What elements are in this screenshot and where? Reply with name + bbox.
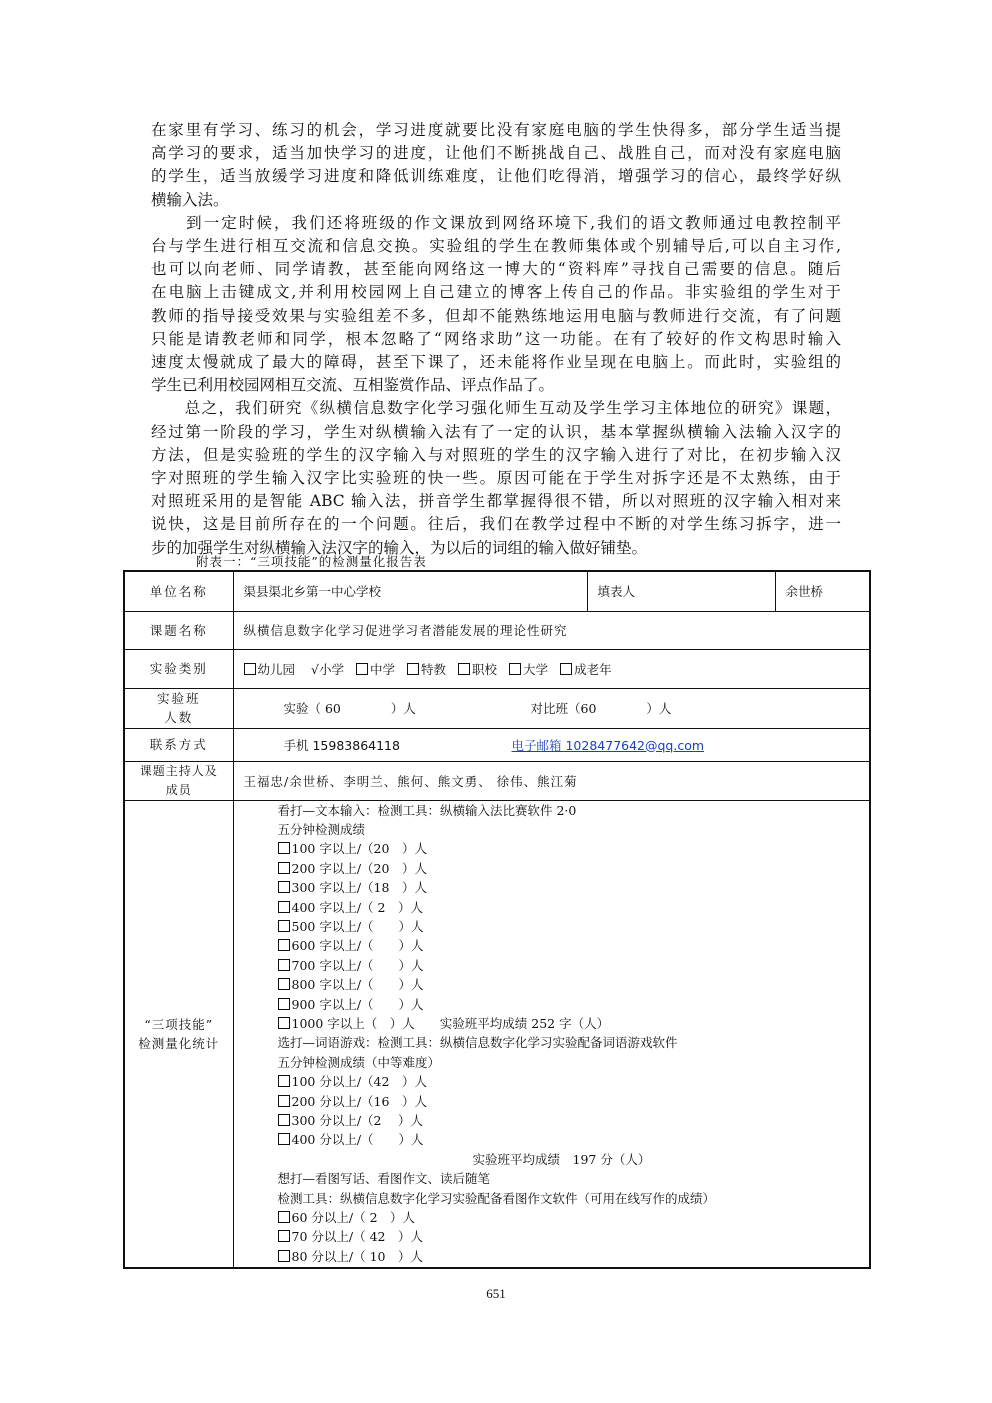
phone: 手机 15983864118	[283, 737, 400, 753]
members-label	[124, 761, 233, 800]
filler-value: 余世桥	[775, 571, 870, 611]
stats-line-text: 300 分以上/（2 ）人	[291, 1113, 423, 1128]
stats-line-text: 200 分以上/（16 ）人	[291, 1093, 427, 1109]
category-label: 幼儿园	[257, 661, 296, 677]
category-options	[233, 649, 870, 688]
category-option	[509, 662, 548, 677]
stats-line	[278, 1014, 860, 1033]
checkbox-icon	[278, 1211, 290, 1223]
checkbox-icon	[278, 1230, 290, 1242]
stats-line	[278, 801, 860, 820]
checkbox-icon	[278, 862, 290, 874]
stats-line-text: 选打—词语游戏：检测工具：纵横信息数字化学习实验配备词语游戏软件	[277, 1035, 678, 1051]
stats-line-text: 五分钟检测成绩（中等难度）	[277, 1054, 441, 1070]
stats-line-text: 900 字以上/（ ）人	[291, 996, 424, 1012]
class-size-label-line2: 人数	[164, 710, 194, 725]
stats-line-text: 60 分以上/（ 2 ）人	[291, 1210, 416, 1226]
stats-line	[278, 859, 860, 878]
unit-value: 渠县渠北乡第一中心学校	[233, 571, 587, 611]
stats-line	[278, 1092, 860, 1111]
filler-label: 填表人	[587, 571, 775, 611]
paragraph-line: 横输入法。	[151, 190, 229, 209]
experiment-count: 实验（ 60 ）人	[283, 701, 416, 716]
checkbox-icon	[278, 901, 290, 913]
stats-line-text: 检测工具：纵横信息数字化学习实验配备看图作文软件（可用在线写作的成绩）	[277, 1190, 716, 1206]
topic-label: 课题名称	[124, 611, 233, 649]
paragraph	[151, 119, 841, 212]
class-size-values	[233, 688, 870, 728]
checkbox-icon	[560, 663, 572, 675]
category-option	[307, 662, 344, 677]
paragraph-line: 教师的指导接受效果与实验组差不多，但却不能熟练地运用电脑与教师进行交流，有了问题	[151, 306, 841, 325]
stats-line-text: 想打—看图写话、看图作文、读后随笔	[277, 1171, 491, 1187]
paragraph-line: 在家里有学习、练习的机会，学习进度就要比没有家庭电脑的学生快得多，部分学生适当提	[151, 121, 841, 139]
members-label-line1: 课题主持人及	[139, 763, 218, 778]
paragraph-line: 高学习的要求，适当加快学习的进度，让他们不断挑战自己、战胜自己，而对没有家庭电脑	[151, 144, 841, 163]
category-option	[244, 662, 296, 677]
members-value: 王福忠/余世桥、李明兰、熊何、熊文勇、 徐伟、熊江菊	[233, 761, 870, 800]
paragraph-line: 对照班采用的是智能 ABC 输入法，拼音学生都掌握得很不错，所以对照班的汉字输入相对来	[151, 492, 841, 511]
paragraph-line: 也可以向老师、同学请教，甚至能向网络这一博大的“资料库”寻找自己需要的信息。随后	[151, 260, 841, 279]
stats-line-text: 1000 字以上（ ）人 实验班平均成绩 252 字（人）	[291, 1015, 610, 1031]
checkbox-icon	[278, 1133, 290, 1145]
stats-line	[278, 1033, 860, 1052]
paragraph-line: 学生已利用校园网相互交流、互相鉴赏作品、评点作品了。	[151, 376, 555, 395]
checkbox-icon	[244, 663, 256, 675]
control-count: 对比班（60 ）人	[530, 701, 672, 716]
stats-line-text: 200 字以上/（20 ）人	[291, 860, 427, 876]
category-label: 职校	[472, 661, 498, 677]
row-topic	[124, 611, 870, 649]
checkbox-icon	[278, 1095, 290, 1107]
paragraph-line: 字对照班的学生输入汉字比实验班的快一些。原因可能在于学生对拆字还是不太熟练，由于	[151, 469, 841, 487]
checkbox-icon	[509, 663, 521, 675]
row-category	[124, 649, 870, 688]
email-link[interactable]: 电子邮箱 1028477642@qq.com	[511, 737, 705, 753]
checkbox-icon	[278, 939, 290, 951]
class-size-label	[124, 688, 233, 728]
stats-line-text: 700 字以上/（ ）人	[291, 957, 424, 973]
members-label-line2: 成员	[165, 782, 192, 797]
paragraph-line: 速度太慢就成了最大的障碍，甚至下课了，还未能将作业呈现在电脑上。而此时，实验组的	[151, 353, 841, 372]
stats-line	[278, 1189, 860, 1208]
stats-line	[278, 839, 860, 858]
stats-line-text: 500 字以上/（ ）人	[291, 918, 424, 934]
checkbox-icon	[278, 1075, 290, 1087]
category-label: 成老年	[574, 661, 612, 677]
stats-line-text: 600 字以上/（ ）人	[291, 938, 424, 954]
stats-line	[278, 1247, 860, 1266]
stats-line	[278, 1111, 860, 1130]
stats-content	[233, 800, 870, 1268]
paragraph-line: 只能是请教老师和同学，根本忽略了“网络求助”这一功能。在有了较好的作文构思时输入	[151, 329, 841, 348]
stats-line	[278, 1169, 860, 1188]
checkbox-icon	[407, 663, 419, 675]
category-label: 大学	[523, 661, 549, 677]
stats-line-text: 70 分以上/（ 42 ）人	[291, 1229, 423, 1245]
stats-line-text: 400 分以上/（ ）人	[291, 1132, 424, 1148]
table-caption: 附表一：“三项技能”的检测量化报告表	[196, 554, 427, 569]
stats-label-line1: “三项技能”	[144, 1016, 214, 1032]
stats-line	[278, 975, 860, 994]
page-number: 651	[486, 1286, 506, 1301]
stats-line	[278, 1130, 860, 1149]
category-option	[458, 662, 497, 677]
stats-line	[278, 1053, 860, 1072]
category-label: 小学	[318, 661, 344, 677]
checkbox-icon	[278, 998, 290, 1010]
checkbox-icon	[278, 881, 290, 893]
stats-line	[278, 917, 860, 936]
stats-line	[278, 820, 860, 839]
stats-line-text: 400 字以上/（ 2 ）人	[291, 899, 423, 915]
row-contact	[124, 728, 870, 761]
stats-line	[278, 936, 860, 955]
stats-line	[278, 898, 860, 917]
contact-label: 联系方式	[124, 728, 233, 761]
paragraph-line: 方法，但是实验班的学生的汉字输入与对照班的学生的汉字输入进行了对比，在初步输入汉	[151, 445, 841, 464]
checkbox-icon	[458, 663, 470, 675]
stats-line-text: 800 字以上/（ ）人	[291, 977, 424, 993]
category-option	[560, 662, 612, 677]
checkbox-icon	[278, 978, 290, 990]
checkbox-icon	[278, 959, 290, 971]
stats-label	[124, 800, 233, 1268]
contact-values	[233, 728, 870, 761]
paragraph-line: 到一定时候，我们还将班级的作文课放到网络环境下,我们的语文教师通过电教控制平	[151, 213, 841, 232]
paragraph-line: 总之，我们研究《纵横信息数字化学习强化师生互动及学生学习主体地位的研究》课题，	[151, 399, 841, 418]
category-label: 中学	[370, 661, 396, 677]
stats-line-text: 100 字以上/（20 ）人	[291, 841, 427, 857]
checkbox-icon	[278, 1017, 290, 1029]
paragraph	[151, 212, 841, 398]
stats-line	[278, 1208, 860, 1227]
checkbox-icon	[278, 842, 290, 854]
stats-line-text: 80 分以上/（ 10 ）人	[291, 1248, 423, 1264]
category-label: 特教	[421, 661, 447, 677]
stats-line-text: 看打—文本输入：检测工具：纵横输入法比赛软件 2·0	[277, 802, 577, 818]
paragraph-line: 台与学生进行相互交流和信息交换。实验组的学生在教师集体或个别辅导后,可以自主习作,	[151, 237, 841, 255]
unit-label: 单位名称	[124, 571, 233, 611]
paragraph-line: 在电脑上击键成文,并利用校园网上自己建立的博客上传自己的作品。非实验组的学生对于	[151, 283, 841, 302]
category-option	[407, 662, 446, 677]
class-size-label-line1: 实验班	[156, 691, 201, 706]
stats-line	[278, 956, 860, 975]
paragraph-line: 的学生，适当放缓学习进度和降低训练难度，让他们吃得消，增强学习的信心，最终学好纵	[151, 167, 841, 186]
stats-line	[278, 995, 860, 1014]
paragraph-line: 经过第一阶段的学习，学生对纵横输入法有了一定的认识，基本掌握纵横输入法输入汉字的	[151, 422, 841, 441]
stats-line-text: 300 字以上/（18 ）人	[291, 880, 427, 896]
stats-label-line2: 检测量化统计	[138, 1035, 220, 1051]
stats-line-text: 五分钟检测成绩	[277, 821, 366, 837]
stats-line	[278, 1150, 860, 1169]
row-class-size	[124, 688, 870, 728]
report-table	[123, 570, 871, 1269]
check-mark-icon: √	[311, 661, 319, 677]
checkbox-icon	[356, 663, 368, 675]
row-unit	[124, 571, 870, 611]
stats-line	[278, 878, 860, 897]
paragraph	[151, 397, 841, 559]
checkbox-icon	[278, 1114, 290, 1126]
checkbox-icon	[278, 920, 290, 932]
paragraph-line: 说快，这是目前所存在的一个问题。往后，我们在教学过程中不断的对学生练习拆字，进一	[151, 515, 841, 534]
category-label: 实验类别	[124, 649, 233, 688]
category-option	[356, 662, 395, 677]
row-members	[124, 761, 870, 800]
row-stats	[124, 800, 870, 1268]
stats-line-text: 实验班平均成绩 197 分（人）	[472, 1151, 651, 1167]
checkbox-icon	[278, 1250, 290, 1262]
stats-line	[278, 1227, 860, 1246]
topic-value: 纵横信息数字化学习促进学习者潜能发展的理论性研究	[233, 611, 870, 649]
stats-line-text: 100 分以上/（42 ）人	[291, 1074, 427, 1090]
stats-line	[278, 1072, 860, 1091]
paragraph-line: 步的加强学生对纵横输入法汉字的输入，为以后的词组的输入做好铺垫。	[151, 538, 648, 557]
